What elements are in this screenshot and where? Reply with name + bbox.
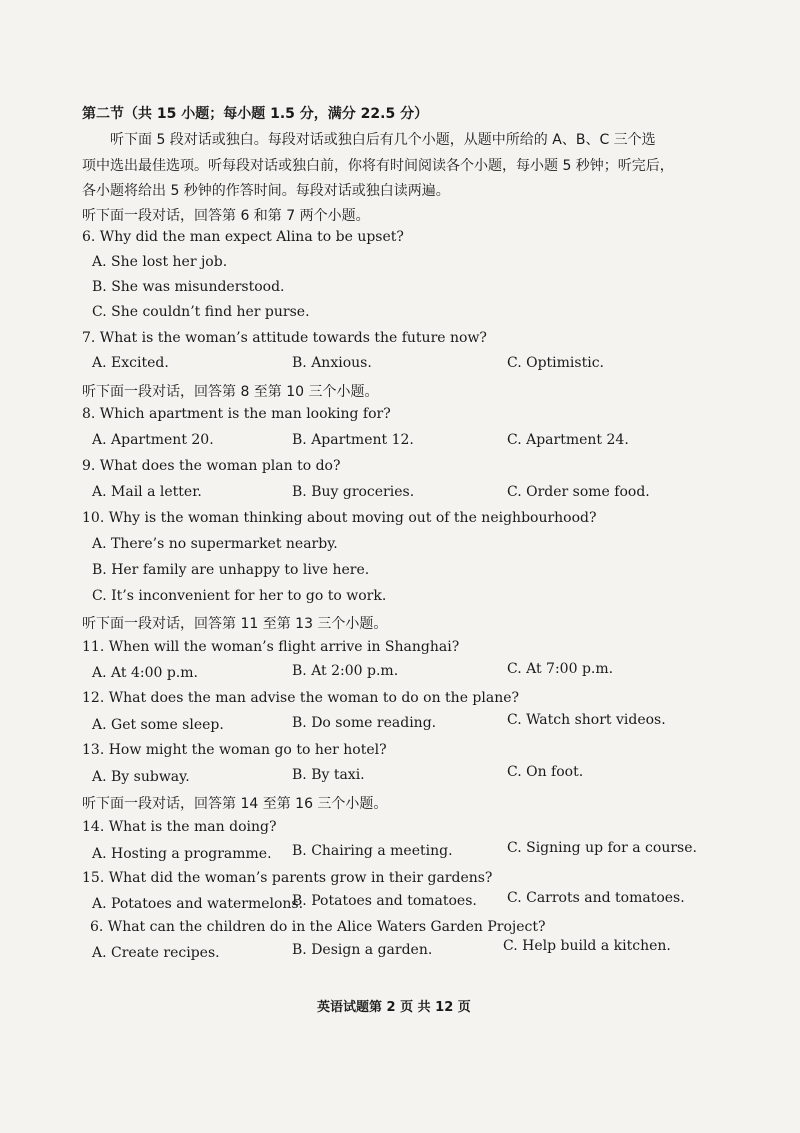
option-b: B. At 2:00 p.m.: [292, 663, 399, 679]
option-a: A. Get some sleep.: [92, 717, 224, 733]
option-a: A. Hosting a programme.: [92, 846, 272, 862]
question-stem: 10. Why is the woman thinking about moving out of the neighbourhood?: [82, 510, 597, 526]
instruction-line-2: 项中选出最佳选项。听每段对话或独白前，你将有时间阅读各个小题，每小题 5 秒钟；听完后，: [82, 158, 674, 174]
option-a: A. She lost her job.: [92, 254, 228, 270]
page-footer: 英语试题第 2 页 共 12 页: [317, 1000, 471, 1015]
option-a: A. Potatoes and watermelons.: [92, 896, 304, 912]
section-header: 第二节（共 15 小题；每小题 1.5 分，满分 22.5 分）: [82, 106, 429, 122]
option-c: C. Help build a kitchen.: [503, 938, 671, 954]
instruction-line-3: 各小题将给出 5 秒钟的作答时间。每段对话或独白读两遍。: [82, 183, 450, 199]
option-c: C. It’s inconvenient for her to go to work.: [92, 588, 387, 604]
option-c: C. She couldn’t find her purse.: [92, 304, 310, 320]
option-a: A. Apartment 20.: [92, 432, 214, 448]
option-b: B. Anxious.: [292, 355, 372, 371]
option-b: B. Potatoes and tomatoes.: [292, 893, 477, 909]
option-b: B. Design a garden.: [292, 942, 433, 958]
option-c: C. Carrots and tomatoes.: [507, 890, 685, 906]
question-stem: 12. What does the man advise the woman to do on the plane?: [82, 690, 520, 706]
question-stem: 8. Which apartment is the man looking for?: [82, 406, 391, 422]
option-c: C. At 7:00 p.m.: [507, 661, 614, 677]
option-b: B. Apartment 12.: [292, 432, 414, 448]
group-intro: 听下面一段对话，回答第 6 和第 7 两个小题。: [82, 208, 370, 224]
option-c: C. On foot.: [507, 764, 584, 780]
option-a: A. There’s no supermarket nearby.: [92, 536, 338, 552]
option-c: C. Order some food.: [507, 484, 650, 500]
question-stem: 11. When will the woman’s flight arrive in Shanghai?: [82, 639, 460, 655]
option-c: C. Watch short videos.: [507, 712, 666, 728]
group-intro: 听下面一段对话，回答第 14 至第 16 三个小题。: [82, 796, 388, 812]
question-stem: 7. What is the woman’s attitude towards the future now?: [82, 330, 487, 346]
question-stem: 13. How might the woman go to her hotel?: [82, 742, 387, 758]
instruction-line-1: 听下面 5 段对话或独白。每段对话或独白后有几个小题，从题中所给的 A、B、C 三个选: [110, 132, 656, 148]
option-a: A. Create recipes.: [92, 945, 220, 961]
question-stem: 14. What is the man doing?: [82, 819, 277, 835]
option-c: C. Signing up for a course.: [507, 840, 697, 856]
question-stem: 15. What did the woman’s parents grow in their gardens?: [82, 870, 493, 886]
group-intro: 听下面一段对话，回答第 11 至第 13 三个小题。: [82, 616, 388, 632]
option-c: C. Optimistic.: [507, 355, 604, 371]
option-c: C. Apartment 24.: [507, 432, 629, 448]
option-b: B. Her family are unhappy to live here.: [92, 562, 370, 578]
option-a: A. At 4:00 p.m.: [92, 665, 198, 681]
option-a: A. By subway.: [92, 769, 190, 785]
option-b: B. Buy groceries.: [292, 484, 415, 500]
option-a: A. Mail a letter.: [92, 484, 202, 500]
option-b: B. By taxi.: [292, 767, 365, 783]
option-b: B. Do some reading.: [292, 715, 437, 731]
question-stem: 6. Why did the man expect Alina to be upset?: [82, 229, 404, 245]
option-b: B. Chairing a meeting.: [292, 843, 453, 859]
question-stem: 9. What does the woman plan to do?: [82, 458, 341, 474]
option-b: B. She was misunderstood.: [92, 279, 285, 295]
group-intro: 听下面一段对话，回答第 8 至第 10 三个小题。: [82, 384, 379, 400]
option-a: A. Excited.: [92, 355, 169, 371]
question-stem: 6. What can the children do in the Alice Waters Garden Project?: [90, 919, 546, 935]
